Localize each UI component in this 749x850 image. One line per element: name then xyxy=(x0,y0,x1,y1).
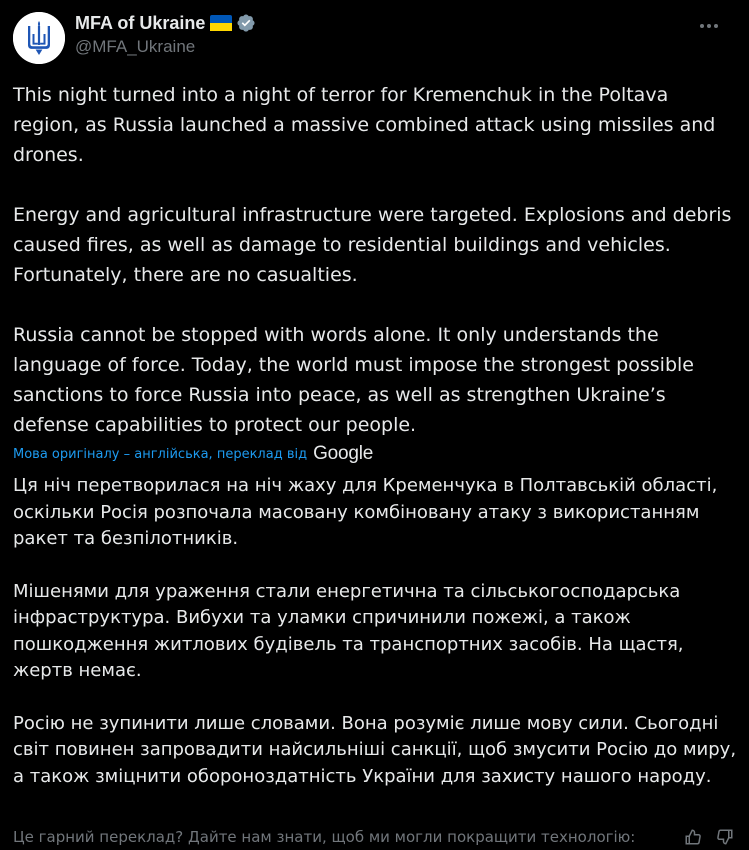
thumbs-up-icon xyxy=(684,828,702,846)
tweet-paragraph: This night turned into a night of terror for Kremenchuk in the Poltava region, as Russia launched a massive combined attack using missiles and drones. xyxy=(13,84,722,166)
translated-text xyxy=(13,473,742,790)
thumbs-down-button[interactable] xyxy=(712,824,738,850)
thumbs-down-icon xyxy=(716,828,734,846)
thumbs-up-button[interactable] xyxy=(680,824,706,850)
translation-feedback xyxy=(13,824,738,850)
google-logo: Google xyxy=(313,443,374,464)
translation-feedback-text: Це гарний переклад? Дайте нам знати, щоб ми могли покращити технологію: xyxy=(13,828,636,846)
tweet-paragraph: Energy and agricultural infrastructure were targeted. Explosions and debris caused fires, as well as damage to residential buildings and vehicles. Fortunately, there are no casualties. xyxy=(13,204,738,286)
author-display-name[interactable]: MFA of Ukraine xyxy=(75,12,206,33)
tweet-paragraph: Russia cannot be stopped with words alone. It only understands the language of force. Today, the world must impose the strongest possible sanctions to force Russia into peace, as well as strengthen Ukraine’s defense capabilities to protect our people. xyxy=(13,324,701,436)
translation-attribution xyxy=(13,442,373,466)
more-options-button[interactable] xyxy=(692,12,726,40)
avatar[interactable] xyxy=(13,12,65,64)
translated-paragraph: Мішенями для ураження стали енергетична та сільськогосподарська інфраструктура. Вибухи та уламки спричинили пожежі, а також пошкодження житлових будівель та транспортних засобів. На щастя, жертв немає. xyxy=(13,580,690,681)
translated-paragraph: Ця ніч перетворилася на ніч жаху для Кременчука в Полтавській області, оскільки Росія розпочала масовану комбіновану атаку з використанням ракет та безпілотників. xyxy=(13,475,724,549)
ukraine-flag-icon xyxy=(210,15,232,31)
translated-paragraph: Росію не зупинити лише словами. Вона розуміє лише мову сили. Сьогодні світ повинен запровадити найсильніші санкції, щоб змусити Росію до миру, а також зміцнити обороноздатність України для захисту нашого народу. xyxy=(13,712,742,787)
translation-source-link[interactable]: Мова оригіналу – англійська, переклад від xyxy=(13,446,308,462)
author-name-row[interactable] xyxy=(75,11,256,35)
tweet-header xyxy=(0,0,749,76)
verified-badge-icon[interactable] xyxy=(236,13,256,33)
trident-emblem-icon xyxy=(13,12,65,64)
author-handle[interactable]: @MFA_Ukraine xyxy=(75,37,196,56)
more-dots-icon xyxy=(699,23,719,29)
tweet-text xyxy=(13,80,738,440)
